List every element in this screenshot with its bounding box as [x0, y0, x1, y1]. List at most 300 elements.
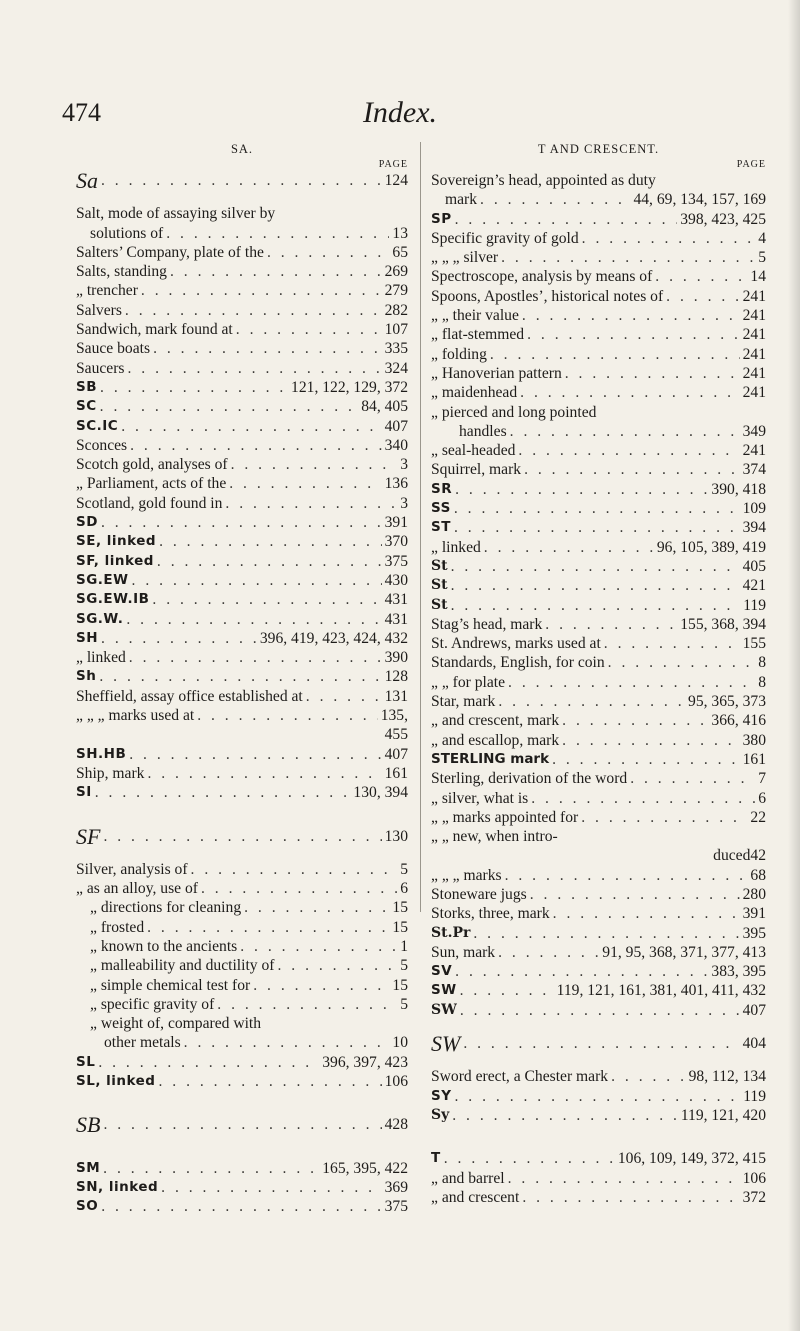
index-entry: [76, 1053, 408, 1072]
index-entry: [431, 1031, 766, 1057]
leader-dots: [522, 306, 740, 325]
leader-dots: [126, 610, 381, 629]
entry-pages: 98, 112, 134: [688, 1068, 766, 1086]
index-entry: [431, 808, 766, 827]
entry-pages: 324: [384, 359, 408, 377]
entry-pages: 130, 394: [353, 784, 408, 802]
entry-term: Spectroscope, analysis by means of: [431, 268, 653, 286]
leader-dots: [562, 731, 739, 750]
entry-term: Sovereign’s head, appointed as duty: [431, 172, 656, 189]
entry-pages: 95, 365, 373: [688, 693, 766, 711]
index-entry: [76, 918, 408, 937]
index-entry: [76, 995, 408, 1014]
leader-dots: [125, 301, 382, 320]
entry-pages: 119, 121, 161, 381, 401, 411, 432: [556, 982, 766, 1000]
index-entry: [76, 168, 408, 193]
leader-dots: [473, 924, 739, 943]
entry-term: SI: [76, 784, 92, 801]
entry-term: SM: [76, 1159, 101, 1176]
entry-term: Sa: [76, 168, 98, 193]
entry-pages: 13: [392, 224, 408, 242]
entry-pages: 8: [758, 673, 766, 691]
column-heading-right: T AND CRESCENT.: [537, 142, 660, 156]
entry-term: SC: [76, 398, 97, 415]
index-entry: [431, 383, 766, 402]
entry-term: SV: [431, 963, 453, 980]
entry-term: T: [431, 1150, 441, 1167]
entry-pages: 430: [384, 571, 408, 589]
index-entry: [76, 629, 408, 648]
entry-pages: 14: [750, 268, 766, 286]
leader-dots: [505, 866, 748, 885]
entry-term: SG.W.: [76, 610, 124, 627]
leader-dots: [101, 513, 382, 532]
entry-pages: 96, 105, 389, 419: [656, 538, 766, 556]
leader-dots: [130, 436, 382, 455]
index-entry: [76, 1178, 408, 1197]
entry-pages: 107: [384, 321, 408, 339]
entry-pages: 405: [742, 557, 766, 575]
entry-term: SS: [431, 500, 451, 517]
index-entry: [76, 243, 408, 262]
index-entry: [76, 320, 408, 339]
leader-dots: [103, 1115, 381, 1134]
entry-term: SD: [76, 514, 98, 531]
index-entry: [431, 1001, 766, 1020]
entry-term: SH: [76, 629, 99, 646]
leader-dots: [191, 860, 398, 879]
index-entry: [431, 480, 766, 499]
entry-pages: 374: [742, 461, 766, 479]
entry-term: „ maidenhead: [431, 384, 518, 402]
entry-term: Salt, mode of assaying silver by: [76, 205, 276, 223]
index-entry: [431, 653, 766, 672]
leader-dots: [225, 494, 397, 513]
index-entry: [76, 823, 408, 849]
leader-dots: [454, 499, 740, 518]
entry-term: St: [431, 577, 448, 594]
leader-dots: [463, 1034, 739, 1053]
entry-term: „ „ new, when intro-: [431, 828, 558, 846]
entry-pages: 241: [742, 307, 766, 325]
entry-pages: 4: [758, 229, 766, 247]
entry-term: ST: [431, 519, 451, 536]
index-entry: [431, 885, 766, 904]
leader-dots: [451, 576, 740, 595]
leader-dots: [508, 1169, 740, 1188]
leader-dots: [460, 981, 554, 1000]
entry-term: Sandwich, mark found at: [76, 321, 233, 339]
index-entry: [76, 590, 408, 609]
entry-pages: 241: [742, 384, 766, 402]
leader-dots: [510, 422, 740, 441]
entry-term: SL: [76, 1053, 96, 1070]
entry-term: Salts, standing: [76, 263, 167, 281]
index-entry: [76, 204, 408, 223]
column-divider: [420, 142, 421, 912]
leader-dots: [129, 745, 381, 764]
entry-term: St. Andrews, marks used at: [431, 635, 601, 653]
leader-dots: [552, 750, 740, 769]
leader-dots: [460, 1001, 740, 1020]
leader-dots: [582, 229, 756, 248]
entry-pages: 124: [384, 172, 408, 189]
index-entry: [431, 924, 766, 943]
entry-term: Saucers: [76, 359, 125, 377]
index-entry: [76, 532, 408, 551]
leader-dots: [498, 943, 599, 962]
index-entry: [431, 962, 766, 981]
entry-pages: 398, 423, 425: [680, 210, 766, 228]
entry-pages: 340: [384, 436, 408, 454]
index-entry: [76, 879, 408, 898]
entry-term: „ trencher: [76, 282, 138, 300]
entry-pages: 91, 95, 368, 371, 377, 413: [602, 943, 766, 961]
leader-dots: [553, 904, 740, 923]
entry-pages: 119: [743, 596, 766, 614]
index-entry: [431, 634, 766, 653]
entry-pages: 407: [384, 745, 408, 763]
entry-term: SP: [431, 210, 452, 227]
entry-term: Spoons, Apostles’, historical notes of: [431, 287, 664, 305]
index-entry: [431, 866, 766, 885]
entry-pages: 5: [400, 860, 408, 878]
leader-dots: [604, 634, 740, 653]
entry-pages: 241: [742, 364, 766, 382]
leader-dots: [128, 359, 382, 378]
index-entry: [76, 552, 408, 571]
index-entry: [431, 711, 766, 730]
entry-pages: 375: [384, 552, 408, 570]
entry-pages: 7: [758, 770, 766, 788]
index-entry: [76, 976, 408, 995]
entry-term: Sh: [76, 668, 97, 685]
entry-term: SF, linked: [76, 552, 154, 569]
leader-dots: [527, 325, 740, 344]
leader-dots: [157, 552, 382, 571]
leader-dots: [101, 1197, 381, 1216]
entry-pages: 431: [384, 591, 408, 609]
entry-pages: 370: [384, 533, 408, 551]
index-entry: [431, 345, 766, 364]
leader-dots: [240, 937, 397, 956]
index-entry: [431, 846, 766, 865]
entry-term: „ linked: [76, 649, 126, 667]
entry-term: „ „ „ silver: [431, 249, 499, 267]
entry-term: SW: [431, 1001, 457, 1018]
leader-dots: [666, 287, 739, 306]
leader-dots: [455, 1087, 741, 1106]
entry-pages: 390: [384, 649, 408, 667]
leader-dots: [99, 667, 381, 686]
leader-dots: [480, 190, 630, 209]
leader-dots: [100, 378, 288, 397]
entry-pages: 395: [742, 924, 766, 942]
entry-term: Squirrel, mark: [431, 461, 522, 479]
entry-pages: 130: [384, 827, 408, 845]
entry-term: Salters’ Company, plate of the: [76, 243, 264, 261]
entry-term: Standards, English, for coin: [431, 654, 605, 672]
entry-term: St.Pr: [431, 924, 471, 941]
index-entry: [431, 229, 766, 248]
leader-dots: [158, 1072, 381, 1091]
index-entry: [76, 281, 408, 300]
index-entry: [76, 262, 408, 281]
index-entry: [76, 436, 408, 455]
entry-pages: 241: [742, 345, 766, 363]
entry-pages: 165, 395, 422: [322, 1159, 408, 1177]
index-entry: [431, 1169, 766, 1188]
index-entry: [76, 860, 408, 879]
leader-dots: [141, 281, 382, 300]
entry-pages: 5: [758, 249, 766, 267]
entry-pages: 155: [742, 635, 766, 653]
entry-pages: 22: [750, 808, 766, 826]
entry-pages: 279: [384, 282, 408, 300]
entry-term: „ silver, what is: [431, 789, 529, 807]
entry-pages: 241: [742, 287, 766, 305]
entry-term: SG.EW: [76, 571, 129, 588]
leader-dots: [545, 615, 677, 634]
index-entry: [76, 455, 408, 474]
index-entry: [76, 1072, 408, 1091]
index-entry: [431, 904, 766, 923]
index-entry: [431, 1087, 766, 1106]
entry-term: Scotch gold, analyses of: [76, 456, 228, 474]
index-column-left: [76, 140, 408, 1217]
entry-term: Stag’s head, mark: [431, 615, 543, 633]
entry-term: „ known to the ancients: [90, 937, 238, 955]
entry-term: Star, mark: [431, 693, 496, 711]
leader-dots: [306, 687, 382, 706]
entry-pages: 109: [742, 500, 766, 518]
index-entry: [431, 325, 766, 344]
entry-pages: 394: [742, 519, 766, 537]
index-entry: [76, 339, 408, 358]
leader-dots: [490, 345, 740, 364]
leader-dots: [100, 397, 359, 416]
entry-term: Stoneware jugs: [431, 885, 527, 903]
index-entry: [431, 750, 766, 769]
entry-pages: 119, 121, 420: [680, 1106, 766, 1124]
index-entry: [431, 827, 766, 846]
entry-pages: 6: [758, 789, 766, 807]
entry-term: SR: [431, 480, 453, 497]
index-entry: [431, 422, 766, 441]
leader-dots: [197, 706, 378, 725]
page-label-left: PAGE: [378, 159, 408, 170]
entry-pages: 6: [400, 880, 408, 898]
entry-term: Scotland, gold found in: [76, 494, 223, 512]
index-entry: [76, 1112, 408, 1138]
entry-pages: 421: [742, 577, 766, 595]
entry-pages: 15: [392, 976, 408, 994]
entry-term: Ship, mark: [76, 764, 145, 782]
index-entry: [76, 1033, 408, 1052]
leader-dots: [184, 1033, 390, 1052]
index-entry: [76, 1159, 408, 1178]
entry-pages: 15: [392, 899, 408, 917]
leader-dots: [518, 441, 739, 460]
entry-pages: 128: [384, 668, 408, 686]
entry-term: Sauce boats: [76, 340, 151, 358]
index-entry: [431, 306, 766, 325]
leader-dots: [101, 629, 257, 648]
leader-dots: [520, 383, 739, 402]
entry-pages: 106: [742, 1169, 766, 1187]
index-entry: [76, 745, 408, 764]
entry-term: „ seal-headed: [431, 442, 516, 460]
leader-dots: [98, 1053, 319, 1072]
leader-dots: [455, 480, 708, 499]
entry-term: „ „ „ marks: [431, 866, 502, 884]
leader-dots: [608, 653, 756, 672]
leader-dots: [277, 956, 397, 975]
entry-term: „ and crescent, mark: [431, 712, 560, 730]
leader-dots: [253, 976, 389, 995]
leader-dots: [484, 538, 654, 557]
leader-dots: [152, 590, 381, 609]
entry-pages: 269: [384, 263, 408, 281]
leader-dots: [444, 1149, 615, 1168]
index-entry: [431, 403, 766, 422]
index-entry: [431, 673, 766, 692]
entry-term: St: [431, 596, 448, 613]
entry-term: SG.EW.IB: [76, 591, 150, 608]
index-entry: [431, 557, 766, 576]
leader-dots: [581, 808, 747, 827]
entry-pages: 431: [384, 610, 408, 628]
entry-term: „ „ „ marks used at: [76, 707, 195, 725]
page-number: 474: [62, 98, 101, 127]
index-entry: [431, 1106, 766, 1125]
entry-term: SW: [431, 1031, 461, 1057]
page-label-right: PAGE: [736, 159, 766, 170]
entry-pages: 241: [742, 442, 766, 460]
leader-dots: [236, 320, 382, 339]
index-entry: [76, 359, 408, 378]
leader-dots: [201, 879, 397, 898]
leader-dots: [451, 557, 740, 576]
index-entry: [76, 764, 408, 783]
entry-pages: 407: [384, 417, 408, 435]
index-entry: [431, 731, 766, 750]
leader-dots: [153, 339, 382, 358]
entry-pages: 366, 416: [711, 712, 766, 730]
leader-dots: [501, 248, 755, 267]
index-entry: [76, 610, 408, 629]
index-entry: [76, 706, 408, 725]
index-entry: [431, 460, 766, 479]
leader-dots: [161, 1178, 381, 1197]
index-entry: [76, 783, 408, 802]
index-entry: [431, 692, 766, 711]
entry-term: Specific gravity of gold: [431, 229, 579, 247]
index-entry: [431, 981, 766, 1000]
entry-term: „ „ marks appointed for: [431, 808, 579, 826]
entry-pages: 3: [400, 494, 408, 512]
entry-term: SB: [76, 1112, 101, 1138]
entry-pages: 282: [384, 301, 408, 319]
entry-pages: 241: [742, 326, 766, 344]
entry-term: Sconces: [76, 436, 128, 454]
index-entry: [76, 1197, 408, 1216]
entry-pages: 8: [758, 654, 766, 672]
entry-term: SY: [431, 1087, 452, 1104]
index-entry: [76, 417, 408, 436]
entry-term: „ weight of, compared with: [90, 1015, 262, 1033]
index-entry: [76, 667, 408, 686]
entry-pages: 135,: [380, 707, 408, 725]
index-entry: [431, 267, 766, 286]
index-entry: [76, 301, 408, 320]
index-entry: [76, 937, 408, 956]
entry-term: Salvers: [76, 301, 122, 319]
index-entry: [431, 576, 766, 595]
leader-dots: [611, 1067, 686, 1086]
entry-pages: 390, 418: [711, 480, 766, 498]
entry-pages: 136: [384, 475, 408, 493]
leader-dots: [562, 711, 708, 730]
entry-term: Sheffield, assay office established at: [76, 687, 303, 705]
page-header: [0, 96, 800, 136]
leader-dots: [498, 692, 685, 711]
index-entry: [431, 287, 766, 306]
entry-term: handles: [459, 422, 507, 440]
entry-term: Sterling, derivation of the word: [431, 770, 628, 788]
index-entry: [431, 789, 766, 808]
index-entry: [431, 441, 766, 460]
index-entry: [431, 1149, 766, 1168]
entry-pages: 155, 368, 394: [680, 615, 766, 633]
entry-term: „ and escallop, mark: [431, 731, 560, 749]
entry-term: „ malleability and ductility of: [90, 957, 275, 975]
index-entry: [76, 687, 408, 706]
entry-pages: 161: [384, 764, 408, 782]
index-entry: [431, 499, 766, 518]
index-entry: [431, 1188, 766, 1207]
index-entry: [431, 943, 766, 962]
entry-term: SL, linked: [76, 1073, 156, 1090]
leader-dots: [630, 769, 755, 788]
entry-pages: 3: [400, 456, 408, 474]
index-entry: [76, 224, 408, 243]
index-entry: [431, 171, 766, 190]
leader-dots: [103, 1159, 319, 1178]
entry-pages: 396, 419, 423, 424, 432: [259, 629, 408, 647]
leader-dots: [132, 571, 382, 590]
entry-pages: 68: [750, 866, 766, 884]
entry-pages: 455: [384, 726, 408, 744]
entry-pages: 119: [743, 1087, 766, 1105]
entry-pages: 5: [400, 957, 408, 975]
entry-term: „ specific gravity of: [90, 995, 215, 1013]
index-entry: [76, 956, 408, 975]
leader-dots: [244, 898, 389, 917]
entry-pages: 84, 405: [361, 398, 408, 416]
leader-dots: [530, 885, 740, 904]
entry-term: SO: [76, 1198, 99, 1215]
entry-pages: 391: [742, 905, 766, 923]
index-entry: [431, 615, 766, 634]
entry-pages: 15: [392, 918, 408, 936]
leader-dots: [454, 518, 740, 537]
entry-pages: 121, 122, 129, 372: [291, 378, 408, 396]
entry-term: „ and barrel: [431, 1169, 505, 1187]
index-entry: [76, 474, 408, 493]
entry-term: „ linked: [431, 538, 481, 556]
column-heading-left: SA.: [230, 142, 254, 156]
